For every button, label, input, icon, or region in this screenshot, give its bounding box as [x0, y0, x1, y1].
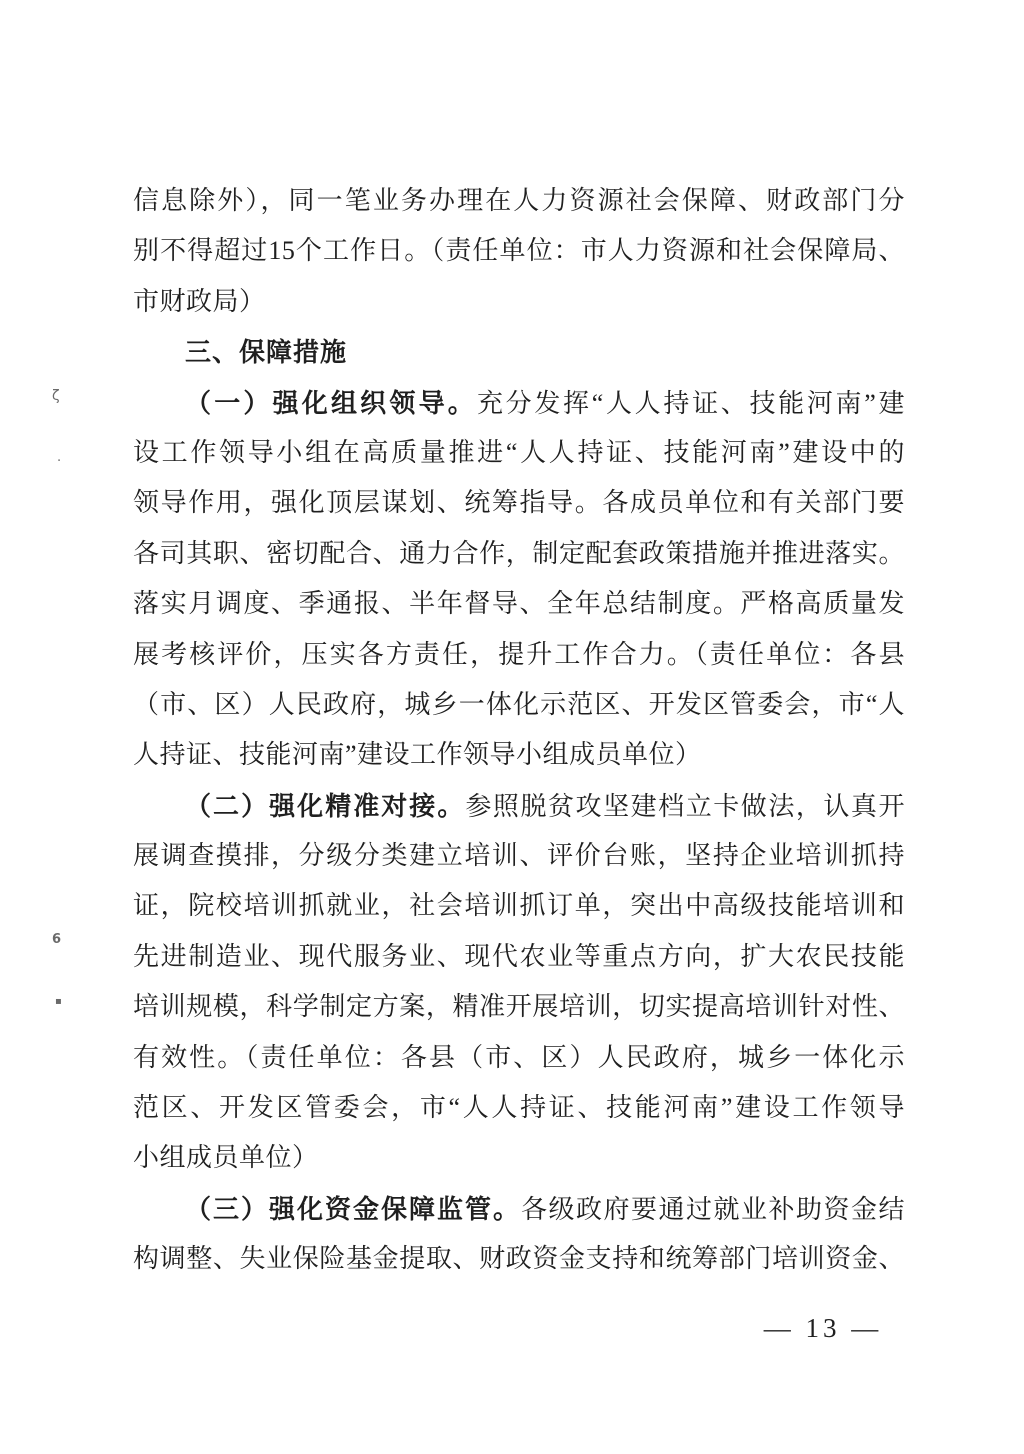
text-line — [133, 982, 905, 1032]
text-run: 设工作领导小组在高质量推进“人人持证、技能河南”建设中的 — [133, 437, 905, 467]
text-run: 别不得超过15个工作日。（责任单位：市人力资源和社会保障局、 — [133, 236, 905, 266]
text-line — [133, 932, 905, 982]
text-run: 证，院校培训抓就业，社会培训抓订单，突出中高级技能培训和 — [133, 891, 905, 921]
text-line — [133, 176, 905, 226]
scan-artifact: ▪ — [55, 996, 62, 1007]
text-line — [133, 730, 905, 780]
text-run: 充分发挥“人人持证、技能河南”建 — [476, 388, 905, 418]
document-body — [133, 176, 905, 1285]
text-line — [133, 781, 905, 831]
text-line — [133, 428, 905, 478]
text-line — [133, 478, 905, 528]
text-line — [133, 1133, 905, 1183]
text-run: 有效性。（责任单位：各县（市、区）人民政府，城乡一体化示 — [133, 1042, 905, 1072]
text-line — [133, 680, 905, 730]
text-run: 领导作用，强化顶层谋划、统筹指导。各成员单位和有关部门要 — [133, 488, 905, 518]
text-line — [133, 529, 905, 579]
heading-run: 三、保障措施 — [185, 337, 348, 368]
heading-run: （二）强化精准对接。 — [185, 790, 466, 821]
heading-run: （三）强化资金保障监管。 — [185, 1193, 521, 1224]
text-line — [133, 1234, 905, 1284]
text-line — [133, 378, 905, 428]
page-number: — 13 — — [763, 1313, 883, 1343]
text-run: 先进制造业、现代服务业、现代农业等重点方向，扩大农民技能 — [133, 941, 905, 971]
section-heading — [133, 327, 905, 377]
text-run: 小组成员单位） — [133, 1143, 319, 1173]
text-run: （市、区）人民政府，城乡一体化示范区、开发区管委会，市“人 — [133, 689, 905, 719]
text-run: 展调查摸排，分级分类建立培训、评价台账，坚持企业培训抓持 — [133, 841, 905, 871]
text-line — [133, 881, 905, 931]
text-line — [133, 831, 905, 881]
text-run: 各司其职、密切配合、通力合作，制定配套政策措施并推进落实。 — [133, 538, 905, 568]
text-run: 范区、开发区管委会，市“人人持证、技能河南”建设工作领导 — [133, 1093, 905, 1123]
text-run: 培训规模，科学制定方案，精准开展培训，切实提高培训针对性、 — [133, 992, 905, 1022]
text-run: 参照脱贫攻坚建档立卡做法，认真开 — [465, 791, 905, 821]
text-line — [133, 226, 905, 276]
text-run: 市财政局） — [133, 286, 266, 316]
text-run: 落实月调度、季通报、半年督导、全年总结制度。严格高质量发 — [133, 589, 905, 619]
text-line — [133, 579, 905, 629]
scan-artifact: 6 — [52, 932, 62, 947]
text-line — [133, 630, 905, 680]
heading-run: （一）强化组织领导。 — [185, 387, 477, 418]
text-line — [133, 1184, 905, 1234]
scan-artifact: · — [57, 454, 62, 469]
text-line — [133, 277, 905, 327]
text-line — [133, 1033, 905, 1083]
scan-artifact: ζ — [52, 388, 60, 404]
text-run: 展考核评价，压实各方责任，提升工作合力。（责任单位：各县 — [133, 639, 905, 669]
text-run: 各级政府要通过就业补助资金结 — [521, 1194, 905, 1224]
text-run: 信息除外），同一笔业务办理在人力资源社会保障、财政部门分 — [133, 186, 905, 215]
text-run: 构调整、失业保险基金提取、财政资金支持和统筹部门培训资金、 — [133, 1244, 905, 1274]
text-run: 人持证、技能河南”建设工作领导小组成员单位） — [133, 740, 702, 770]
text-line — [133, 1083, 905, 1133]
